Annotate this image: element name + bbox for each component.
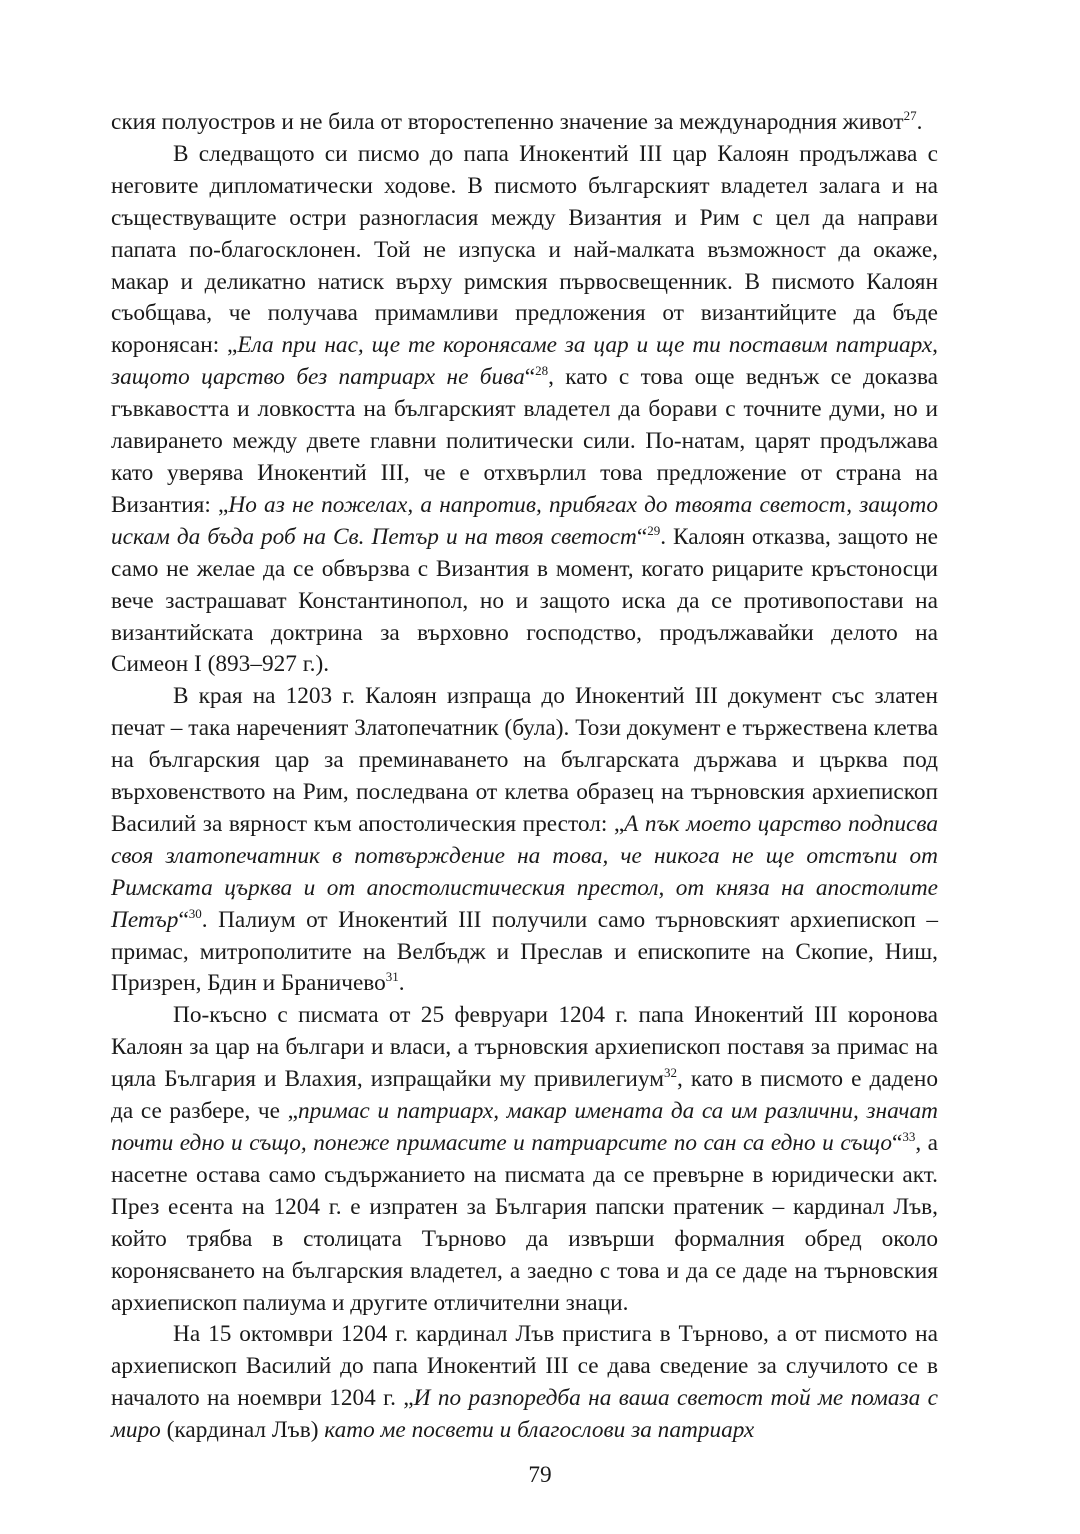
text-run: .: [916, 109, 923, 135]
text-run: По-късно с писмата от 25 февруари 1204 г. папа Инокентий III коронова Калоян за цар на българи и власи, а търновския архиепископ поставя за примас на цяла България и Влахия, изпращайки му привилегиум: [111, 1002, 938, 1093]
text-run: ския полуостров и не била от второстепенно значение за международния живот: [111, 109, 904, 135]
paragraph: [111, 107, 938, 139]
text-run: . Калоян отказва, защото не само не желае да се обвързва с Византия в момент, когато рицарите кръстоносци вече застрашават Константинопол, но и защото иска да се противопостави на византийската доктрина за върховно господство, продължавайки делото на Симеон I (893–927 г.).: [111, 523, 938, 678]
footnote-ref[interactable]: 31: [385, 969, 399, 985]
footnote-ref[interactable]: 29: [647, 523, 661, 539]
paragraph: [111, 1319, 938, 1447]
quote-italic: А пък моето царство подписва своя златопечатник в потвърждение на това, че никога не ще отстъпи от Римската църква и от апостолистическия престол, от княза на апостолите Петър: [111, 810, 938, 933]
quote-italic: като ме посвети и благослови за патриарх: [324, 1417, 755, 1444]
quote-italic: примас и патриарх, макар имената да са им различни, значат почти едно и също, понеже примасите и патриарсите по сан са едно и също: [111, 1098, 938, 1156]
page-number: 79: [528, 1462, 552, 1488]
quote-italic: Ела при нас, ще те коронясаме за цар и ще ти поставим патриарх, защото царство без патриарх не бива: [111, 332, 938, 391]
paragraph: [111, 139, 938, 681]
text-run: “: [524, 364, 536, 391]
footnote-ref[interactable]: 30: [188, 905, 202, 921]
text-run: На 15 октомври 1204 г. кардинал Лъв пристига в Търново, а от писмото на архиепископ Василий до папа Инокентий III се дава сведение за случилото се в началото на ноември 1204 г. „: [111, 1321, 938, 1412]
paragraph: [111, 1000, 938, 1319]
text-run: “: [178, 906, 189, 933]
text-run: “: [636, 523, 648, 550]
text-run: В следващото си писмо до папа Инокентий III цар Калоян продължава с неговите дипломатически ходове. В писмото българският владетел залага и на съществуващите остри разногласия между Византия и Рим с цел да направи папата по-благосклонен. Той не изпуска и най-малката възможност да окаже, макар и деликатно натиск върху римския първосвещенник. В писмото Калоян съобщава, че получава примамливи предложения от византийците да бъде коронясан: „: [111, 140, 938, 359]
text-run: , като в писмото е дадено да се разбере, че „: [111, 1066, 938, 1125]
page-body: [111, 107, 938, 1447]
footnote-ref[interactable]: 32: [664, 1065, 677, 1081]
text-run: . Палиум от Инокентий III получили само търновският архиепископ – примас, митрополитите на Велбъдж и Преслав и епископите на Скопие, Ниш, Призрен, Бдин и Браничево: [111, 906, 938, 997]
footnote-ref[interactable]: 33: [902, 1129, 916, 1145]
text-run: (кардинал Лъв): [160, 1417, 325, 1444]
text-run: “: [891, 1130, 903, 1156]
text-run: В края на 1203 г. Калоян изпраща до Инокентий III документ със златен печат – така нареченият Златопечатник (була). Този документ е тържествена клетва на българския цар за преминаването на българската държава и църква под върховенството на Рим, последвана от клетва образец на търновския архиепископ Василий за вярност към апостолическия престол: „: [111, 683, 938, 837]
paragraph: [111, 681, 938, 1000]
footnote-ref[interactable]: 28: [535, 363, 549, 379]
footnote-ref[interactable]: 27: [903, 108, 917, 124]
quote-italic: И по разпоредба на ваша светост той ме помаза с миро: [111, 1385, 938, 1444]
text-run: , като с това още веднъж се доказва гъвкавостта и ловкостта на българският владетел да борави с точните думи, но и лавирането между двете главни политически сили. По-натам, царят продължава като уверява Инокентий III, че е отхвърлил това предложение от страна на Византия: „: [111, 364, 938, 518]
text-run: , а насетне остава само съдържанието на писмата да се превърне в юридически акт. През есента на 1204 г. е изпратен за България папски пратеник – кардинал Лъв, който трябва в столицата Търново да извърши формалния обред около коронясването на българския владетел, а заедно с това и да се даде на търновския архиепископ палиума и другите отличителни знаци.: [111, 1130, 938, 1316]
quote-italic: Но аз не пожелах, а напротив, прибягах до твоята светост, защото искам да бъда роб на Св. Петър и на твоя светост: [111, 491, 938, 550]
text-run: .: [398, 970, 405, 997]
